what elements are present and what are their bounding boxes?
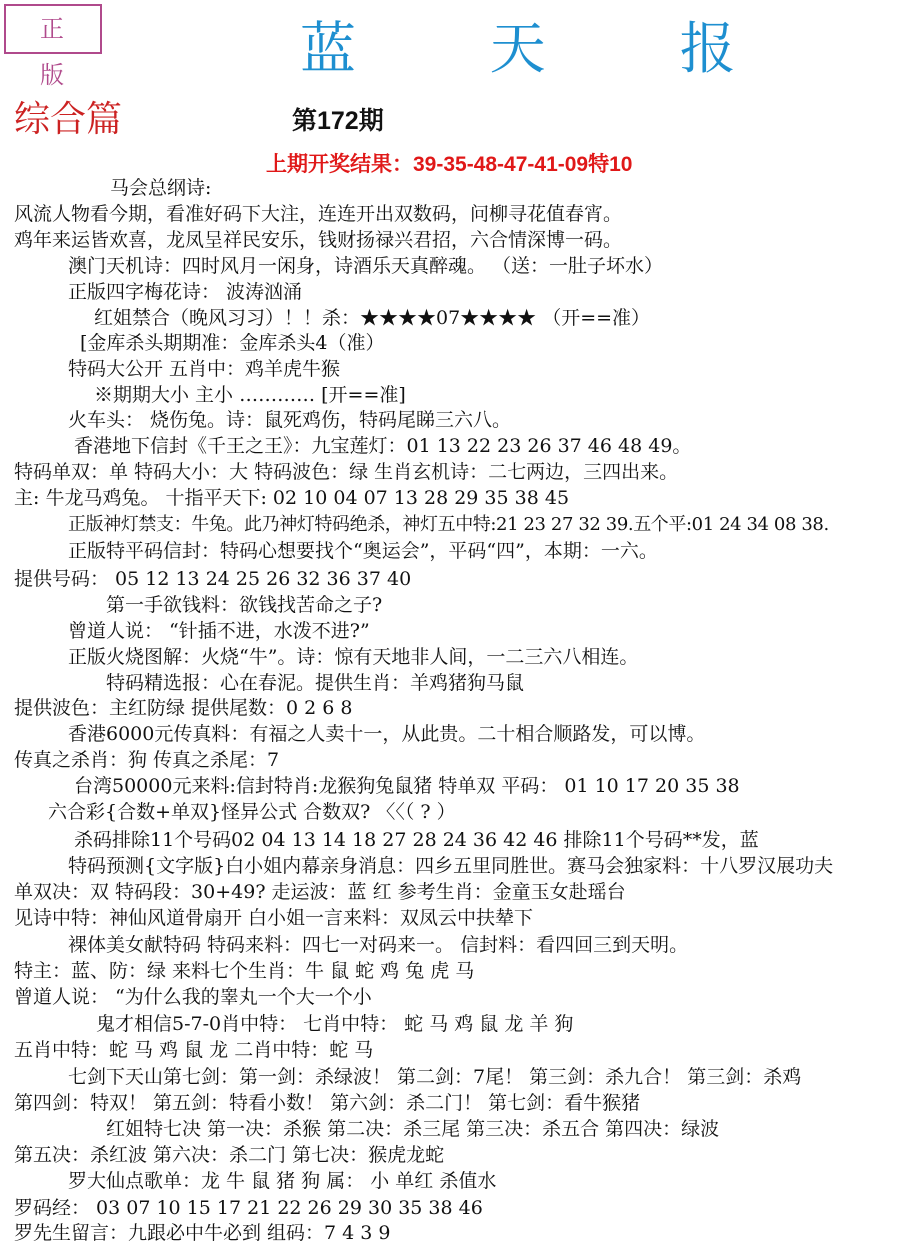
body-line: 曾道人说： “为什么我的睾丸一个大一个小	[14, 986, 372, 1008]
body-line: 鸡年来运皆欢喜，龙凤呈祥民安乐，钱财扬禄兴君招，六合情深博一码。	[14, 229, 623, 251]
body-line: 马会总纲诗:	[110, 177, 212, 199]
body-line: [金库杀头期期准：金库杀头4（准）	[80, 332, 385, 354]
body-line: 见诗中特：神仙风道骨扇开 白小姐一言来料：双凤云中扶辇下	[14, 907, 534, 929]
body-line: 香港6000元传真料：有福之人卖十一，从此贵。二十相合顺路发，可以博。	[68, 723, 706, 745]
body-line: 七剑下天山第七剑：第一剑：杀绿波！ 第二剑：7尾！ 第三剑：杀九合！ 第三剑：杀鸡	[68, 1066, 802, 1088]
body-line: 香港地下信封《千王之王》：九宝莲灯：01 13 22 23 26 37 46 48 49。	[74, 435, 692, 457]
body-line: 罗先生留言：九跟必中牛必到 组码：7 4 3 9	[14, 1222, 391, 1244]
body-line: 鬼才相信5-7-0肖中特： 七肖中特： 蛇 马 鸡 鼠 龙 羊 狗	[96, 1013, 574, 1035]
body-line: ※期期大小 主小 ………… [开==准]	[94, 384, 406, 406]
body-line: 特码预测{文字版}白小姐内幕亲身消息：四乡五里同胜世。赛马会独家料：十八罗汉展功夫	[68, 855, 834, 877]
body-line: 罗码经： 03 07 10 15 17 21 22 26 29 30 35 38 46	[14, 1197, 483, 1219]
body-line: 杀码排除11个号码02 04 13 14 18 27 28 24 36 42 46 排除11个号码**发，蓝	[74, 829, 759, 851]
body-line: 红姐禁合（晚风习习）！！杀：★★★★07★★★★ （开==准）	[94, 307, 651, 329]
body-line: 澳门天机诗：四时风月一闲身，诗酒乐天真醉魂。 （送：一肚子坏水）	[68, 255, 664, 277]
last-draw-result: 上期开奖结果：39-35-48-47-41-09特10	[266, 153, 633, 176]
body-line: 主: 牛龙马鸡兔。 十指平天下: 02 10 04 07 13 28 29 35 38 45	[14, 487, 570, 509]
section-title: 综合篇	[14, 99, 123, 140]
body-line: 正版火烧图解：火烧“牛”。诗：惊有天地非人间，一二三六八相连。	[68, 646, 639, 668]
edition-stamp: 正 版	[4, 4, 102, 54]
body-line: 特主：蓝、防：绿 来料七个生肖：牛 鼠 蛇 鸡 兔 虎 马	[14, 960, 475, 982]
body-line: 台湾50000元来料:信封特肖:龙猴狗兔鼠猪 特单双 平码： 01 10 17 20 35 38	[74, 775, 740, 797]
body-line: 特码精选报：心在春泥。提供生肖：羊鸡猪狗马鼠	[106, 672, 525, 694]
body-line: 五肖中特：蛇 马 鸡 鼠 龙 二肖中特：蛇 马	[14, 1039, 374, 1061]
body-line: 正版四字梅花诗： 波涛汹涌	[68, 281, 303, 303]
body-line: 罗大仙点歌单：龙 牛 鼠 猪 狗 属： 小 单红 杀值水	[68, 1170, 497, 1192]
body-line: 火车头： 烧伤兔。诗：鼠死鸡伤，特码尾睇三六八。	[68, 409, 512, 431]
body-line: 第五决：杀红波 第六决：杀二门 第七决：猴虎龙蛇	[14, 1144, 445, 1166]
body-line: 正版特平码信封：特码心想要找个“奥运会”，平码“四”，本期：一六。	[68, 540, 658, 562]
body-line: 第一手欲钱料：欲钱找苦命之子?	[106, 594, 383, 616]
body-line: 曾道人说： “针插不进，水泼不进?”	[68, 620, 370, 642]
body-line: 传真之杀肖：狗 传真之杀尾：7	[14, 749, 280, 771]
body-line: 正版神灯禁支：牛兔。此乃神灯特码绝杀，神灯五中特:21 23 27 32 39.五个平:01 24 34 08 38.	[68, 514, 829, 535]
body-line: 特码单双：单 特码大小：大 特码波色：绿 生肖玄机诗：二七两边，三四出来。	[14, 461, 679, 483]
body-line: 特码大公开 五肖中：鸡羊虎牛猴	[68, 358, 341, 380]
body-line: 单双决：双 特码段：30+49? 走运波：蓝 红 参考生肖：金童玉女赴瑶台	[14, 881, 626, 903]
body-line: 提供号码： 05 12 13 24 25 26 32 36 37 40	[14, 568, 412, 590]
body-line: 红姐特七决 第一决：杀猴 第二决：杀三尾 第三决：杀五合 第四决：绿波	[106, 1118, 720, 1140]
issue-number: 第172期	[292, 107, 384, 135]
body-line: 风流人物看今期，看准好码下大注，连连开出双数码，问柳寻花值春宵。	[14, 203, 623, 225]
newspaper-title: 蓝 天 报	[300, 17, 794, 82]
body-line: 裸体美女献特码 特码来料：四七一对码来一。 信封料：看四回三到天明。	[68, 934, 689, 956]
body-line: 提供波色：主红防绿 提供尾数：0 2 6 8	[14, 697, 353, 719]
body-line: 第四剑：特双！ 第五剑：特看小数！ 第六剑：杀二门！ 第七剑：看牛猴猪	[14, 1092, 641, 1114]
body-line: 六合彩{合数+单双}怪异公式 合数双? 〈〈（ ? ）	[48, 801, 456, 823]
